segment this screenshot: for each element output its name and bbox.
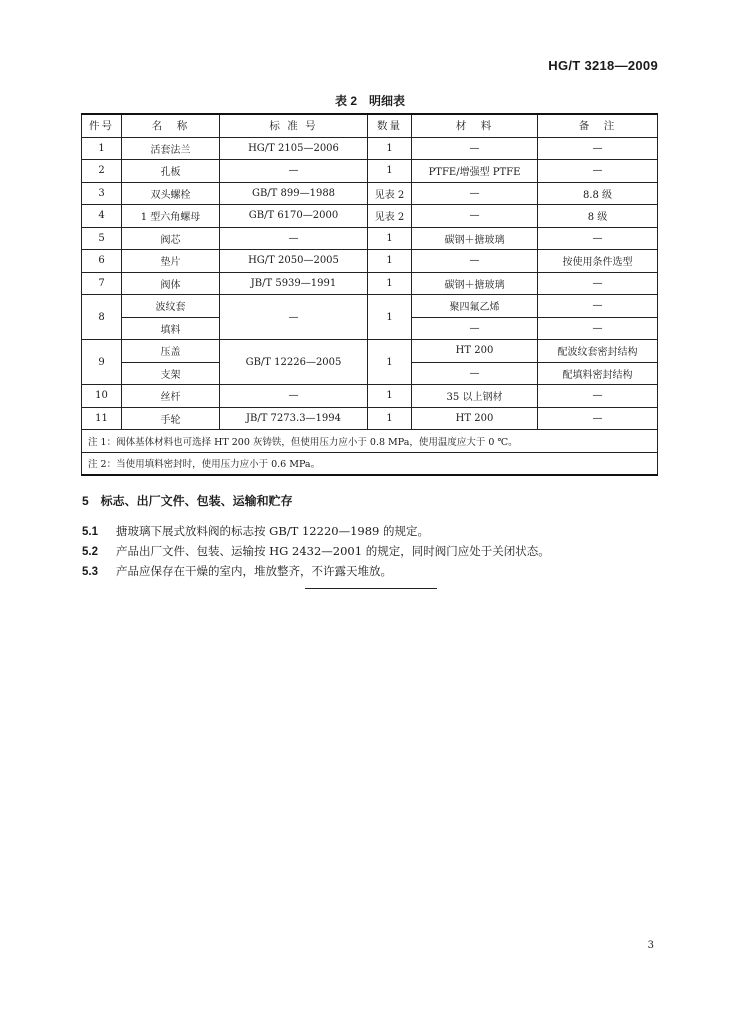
page-number: 3	[647, 940, 654, 951]
cell-standard: —	[220, 385, 368, 408]
cell-name: 丝杆	[122, 385, 220, 408]
table-row	[82, 227, 658, 250]
clause-number: 5.2	[82, 546, 98, 558]
table-row	[82, 272, 658, 295]
cell-standard: —	[220, 160, 368, 183]
cell-standard: GB/T 899—1988	[220, 182, 368, 205]
cell-standard: HG/T 2105—2006	[220, 137, 368, 160]
cell-name: 活套法兰	[122, 137, 220, 160]
table-note-2: 注 2：当使用填料密封时，使用压力应小于 0.6 MPa。	[82, 452, 658, 475]
table-row	[82, 182, 658, 205]
cell-remark: —	[538, 317, 658, 340]
cell-qty: 1	[368, 385, 412, 408]
cell-remark: —	[538, 407, 658, 430]
cell-name: 阀体	[122, 272, 220, 295]
cell-name: 双头螺栓	[122, 182, 220, 205]
cell-qty: 1	[368, 340, 412, 385]
cell-remark: 配波纹套密封结构	[538, 340, 658, 363]
cell-standard: GB/T 6170—2000	[220, 205, 368, 228]
clause-text: 产品出厂文件、包装、运输按 HG 2432—2001 的规定，同时阀门应处于关闭状态。	[116, 544, 550, 558]
cell-material: HT 200	[412, 407, 538, 430]
cell-no: 5	[82, 227, 122, 250]
cell-name: 压盖	[122, 340, 220, 363]
table-row	[82, 137, 658, 160]
table-title: 表 2 明细表	[334, 94, 405, 108]
table-row	[82, 340, 658, 363]
cell-material: HT 200	[412, 340, 538, 363]
cell-remark: 配填料密封结构	[538, 362, 658, 385]
cell-name: 1 型六角螺母	[122, 205, 220, 228]
cell-no: 3	[82, 182, 122, 205]
cell-qty: 1	[368, 160, 412, 183]
table-note-row	[82, 452, 658, 475]
clause-text: 搪玻璃下展式放料阀的标志按 GB/T 12220—1989 的规定。	[116, 524, 429, 538]
cell-standard: GB/T 12226—2005	[220, 340, 368, 385]
cell-qty: 见表 2	[368, 205, 412, 228]
cell-standard: —	[220, 295, 368, 340]
cell-material: 35 以上钢材	[412, 385, 538, 408]
cell-no: 7	[82, 272, 122, 295]
cell-qty: 1	[368, 295, 412, 340]
cell-no: 9	[82, 340, 122, 385]
cell-remark: —	[538, 272, 658, 295]
cell-remark: 8 级	[538, 205, 658, 228]
cell-no: 10	[82, 385, 122, 408]
section-heading: 5 标志、出厂文件、包装、运输和贮存	[82, 494, 293, 508]
col-header-no: 件号	[82, 114, 122, 137]
cell-name: 波纹套	[122, 295, 220, 318]
clause-number: 5.1	[82, 526, 98, 538]
detail-table	[81, 113, 658, 476]
cell-name: 阀芯	[122, 227, 220, 250]
cell-material: 碳钢＋搪玻璃	[412, 272, 538, 295]
cell-material: —	[412, 137, 538, 160]
cell-qty: 1	[368, 407, 412, 430]
cell-standard: JB/T 7273.3—1994	[220, 407, 368, 430]
end-rule-divider	[305, 588, 437, 589]
col-header-qty: 数量	[368, 114, 412, 137]
cell-material: —	[412, 205, 538, 228]
table-note-row	[82, 430, 658, 453]
table-header-row	[82, 114, 658, 137]
table-row	[82, 407, 658, 430]
cell-name: 垫片	[122, 250, 220, 273]
clause-5-2	[82, 543, 550, 559]
cell-material: —	[412, 182, 538, 205]
col-header-remark: 备 注	[538, 114, 658, 137]
cell-material: 碳钢＋搪玻璃	[412, 227, 538, 250]
cell-no: 6	[82, 250, 122, 273]
cell-name: 手轮	[122, 407, 220, 430]
table-note-1: 注 1：阀体基体材料也可选择 HT 200 灰铸铁，但使用压力应小于 0.8 MPa，使用温度应大于 0 ℃。	[82, 430, 658, 453]
cell-qty: 1	[368, 227, 412, 250]
cell-material: 聚四氟乙烯	[412, 295, 538, 318]
col-header-material: 材 料	[412, 114, 538, 137]
cell-no: 1	[82, 137, 122, 160]
cell-remark: —	[538, 137, 658, 160]
cell-standard: HG/T 2050—2005	[220, 250, 368, 273]
cell-name: 孔板	[122, 160, 220, 183]
standard-code: HG/T 3218—2009	[548, 58, 658, 73]
table-row	[82, 295, 658, 318]
cell-material: PTFE/增强型 PTFE	[412, 160, 538, 183]
cell-standard: —	[220, 227, 368, 250]
cell-name: 填料	[122, 317, 220, 340]
table-row	[82, 205, 658, 228]
cell-standard: JB/T 5939—1991	[220, 272, 368, 295]
col-header-name: 名 称	[122, 114, 220, 137]
col-header-standard: 标 准 号	[220, 114, 368, 137]
cell-material: —	[412, 250, 538, 273]
clause-5-3	[82, 563, 392, 579]
cell-qty: 1	[368, 250, 412, 273]
table-row	[82, 250, 658, 273]
cell-remark: —	[538, 227, 658, 250]
cell-remark: —	[538, 385, 658, 408]
clause-5-1	[82, 523, 429, 539]
cell-no: 11	[82, 407, 122, 430]
clause-text: 产品应保存在干燥的室内，堆放整齐，不许露天堆放。	[116, 564, 392, 578]
cell-material: —	[412, 317, 538, 340]
cell-no: 2	[82, 160, 122, 183]
cell-qty: 见表 2	[368, 182, 412, 205]
table-row	[82, 160, 658, 183]
cell-qty: 1	[368, 137, 412, 160]
cell-remark: —	[538, 295, 658, 318]
table-row	[82, 385, 658, 408]
cell-material: —	[412, 362, 538, 385]
clause-number: 5.3	[82, 566, 98, 578]
cell-qty: 1	[368, 272, 412, 295]
cell-name: 支架	[122, 362, 220, 385]
cell-remark: 按使用条件选型	[538, 250, 658, 273]
cell-no: 4	[82, 205, 122, 228]
cell-no: 8	[82, 295, 122, 340]
cell-remark: —	[538, 160, 658, 183]
cell-remark: 8.8 级	[538, 182, 658, 205]
